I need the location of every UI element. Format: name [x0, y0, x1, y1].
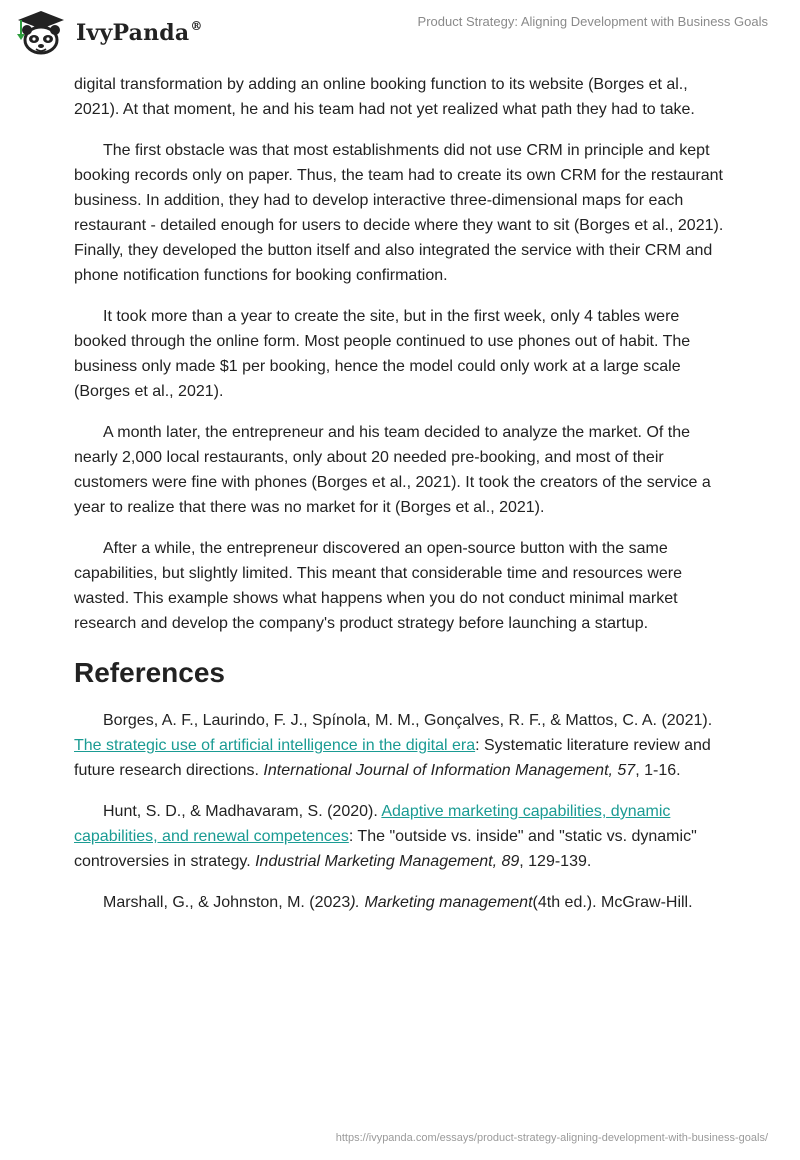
reference-entry [74, 799, 734, 874]
reference-pages: , 1-16. [635, 762, 681, 779]
reference-link[interactable]: Adaptive marketing capabilities, dynamic capabilities, and renewal competences [74, 803, 671, 845]
panda-graduate-icon [14, 9, 68, 55]
references-heading: References [74, 657, 225, 688]
reference-journal: International Journal of Information Management, 57 [263, 762, 636, 779]
document-title: Product Strategy: Aligning Development with Business Goals [417, 14, 768, 29]
reference-authors: Hunt, S. D., & Madhavaram, S. (2020). [103, 803, 382, 820]
essay-content [74, 72, 734, 931]
footer-url[interactable]: https://ivypanda.com/essays/product-strategy-aligning-development-with-business-goals/ [335, 1132, 768, 1144]
brand-name: IvyPanda® [76, 18, 203, 46]
body-paragraph: digital transformation by adding an online booking function to its website (Borges et al., 2021). At that moment, he and his team had not yet realized what path they had to take. [74, 76, 695, 118]
reference-title: ). Marketing management [350, 894, 533, 911]
reference-publisher: (4th ed.). McGraw-Hill. [532, 894, 693, 911]
reference-authors: Borges, A. F., Laurindo, F. J., Spínola, M. M., Gonçalves, R. F., & Mattos, C. A. (2021). [103, 712, 713, 729]
reference-entry [74, 708, 734, 783]
page-header [0, 0, 800, 70]
body-paragraph: A month later, the entrepreneur and his team decided to analyze the market. Of the nearly 2,000 local restaurants, only about 20 needed pre-booking, and most of their customers were fine with phones (Borges et al., 2021). It took the creators of the service a year to realize that there was no market for it (Borges et al., 2021). [74, 424, 711, 516]
reference-link[interactable]: The strategic use of artificial intelligence in the digital era [74, 737, 476, 754]
reference-authors: Marshall, G., & Johnston, M. (2023 [103, 894, 351, 911]
reference-description: : Systematic literature review and future research directions. [74, 737, 711, 779]
body-paragraph: After a while, the entrepreneur discovered an open-source button with the same capabilities, but slightly limited. This meant that considerable time and resources were wasted. This example shows what happens when you do not conduct minimal market research and develop the company's product strategy before launching a startup. [74, 540, 682, 632]
reference-pages: , 129-139. [519, 853, 592, 870]
body-paragraph: The first obstacle was that most establishments did not use CRM in principle and kept booking records only on paper. Thus, the team had to create its own CRM for the restaurant business. In addition, they had to develop interactive three-dimensional maps for each restaurant - detailed enough for users to decide where they want to sit (Borges et al., 2021). Finally, they developed the button itself and also integrated the service with their CRM and phone notification functions for booking confirmation. [74, 142, 724, 284]
registered-mark: ® [190, 18, 203, 33]
ivypanda-logo[interactable] [14, 8, 203, 56]
reference-description: : The "outside vs. inside" and "static vs. dynamic" controversies in strategy. [74, 828, 697, 870]
body-paragraph: It took more than a year to create the site, but in the first week, only 4 tables were booked through the online form. Most people continued to use phones out of habit. The business only made $1 per booking, hence the model could only work at a large scale (Borges et al., 2021). [74, 308, 691, 400]
reference-journal: Industrial Marketing Management, 89 [255, 853, 520, 870]
reference-entry [74, 890, 734, 915]
